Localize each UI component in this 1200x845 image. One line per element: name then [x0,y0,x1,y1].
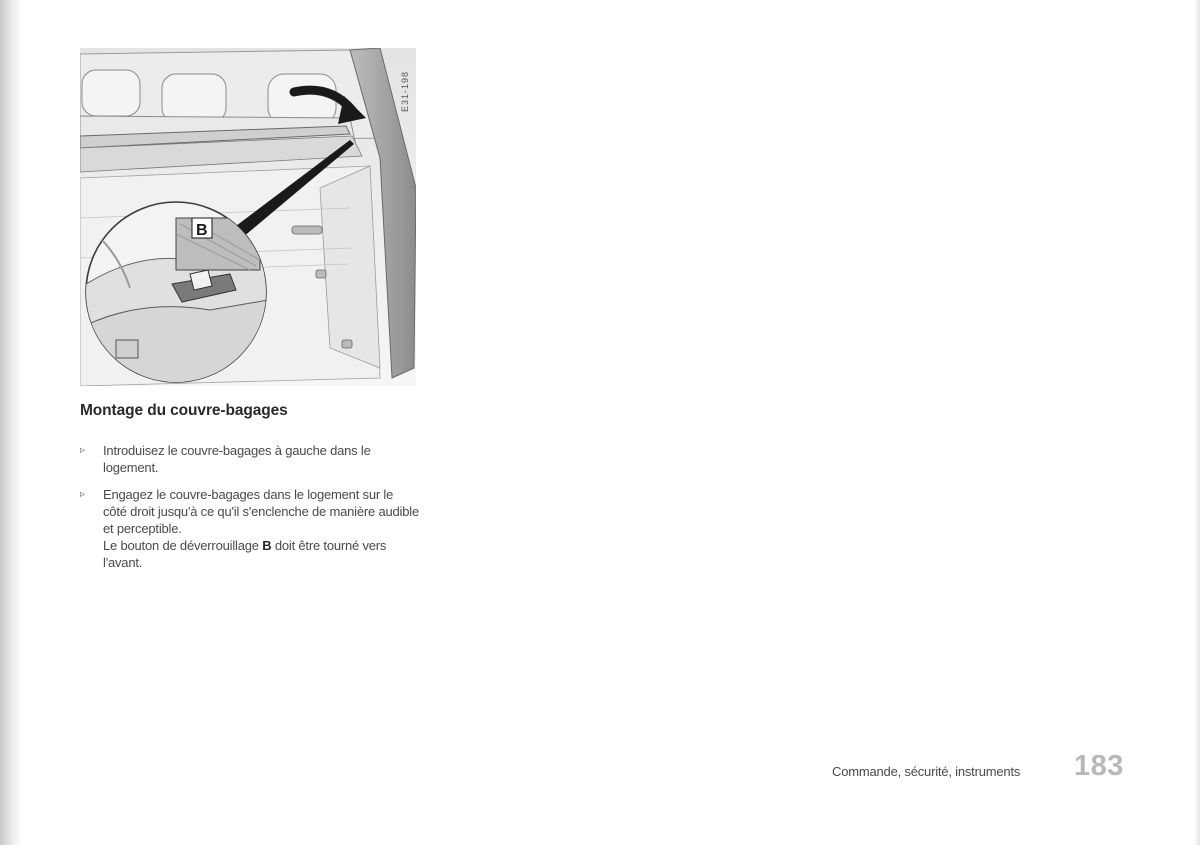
step-note-button-ref: B [262,538,272,553]
instruction-step [80,486,420,571]
callout-label: B [196,222,208,239]
page-number: 183 [1074,750,1124,782]
footer-section-title: Commande, sécurité, instruments [832,764,1021,779]
instruction-step [80,442,420,476]
instruction-list [80,442,420,581]
figure-code: E31-198 [400,70,410,112]
cargo-side-panel [320,166,380,368]
luggage-cover-illustration [80,48,416,386]
step-note-end: doit être tourné vers l'avant. [103,538,387,570]
bullet-arrow-icon: ▹ [80,489,85,500]
step-note [103,537,420,571]
page-binding-shadow [0,0,22,845]
page-edge-shadow [1194,0,1200,845]
step-text: Engagez le couvre-bagages dans le logement sur le côté droit jusqu'à ce qu'il s'enclenche de manière audible et perceptible. [103,487,419,536]
step-text: Introduisez le couvre-bagages à gauche dans le logement. [103,443,371,475]
step-note-start: Le bouton de déverrouillage [103,538,263,553]
bullet-arrow-icon: ▹ [80,445,85,456]
section-heading: Montage du couvre-bagages [80,402,288,419]
